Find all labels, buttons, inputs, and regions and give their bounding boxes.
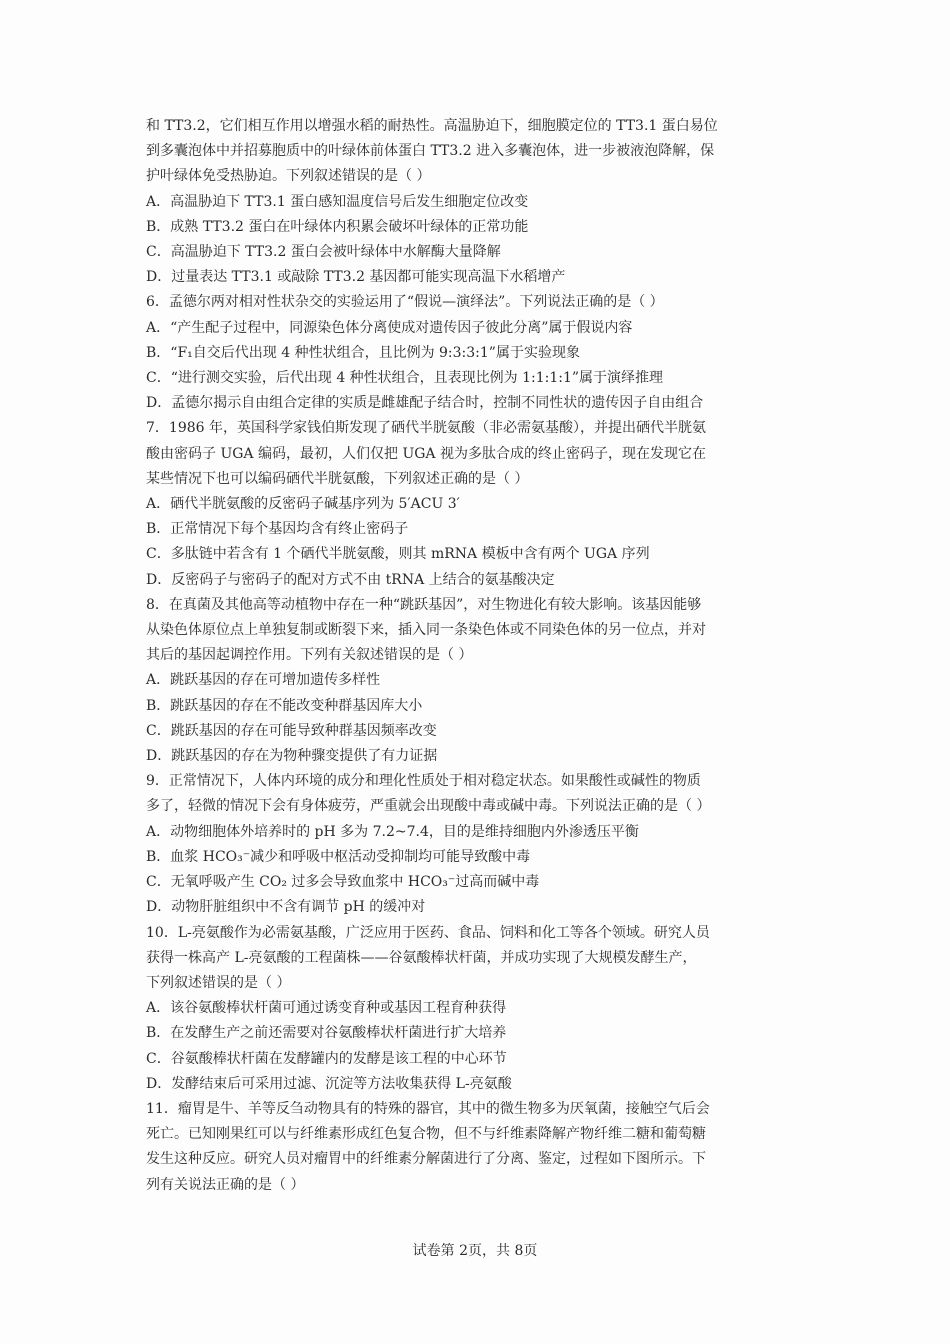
text-line: 其后的基因起调控作用。下列有关叙述错误的是（ ）	[146, 647, 473, 664]
text-line: C．谷氨酸棒状杆菌在发酵罐内的发酵是该工程的中心环节	[146, 1050, 507, 1067]
text-line: 8．在真菌及其他高等动植物中存在一种“跳跃基因”，对生物进化有较大影响。该基因能够	[146, 596, 702, 613]
text-line: 11．瘤胃是牛、羊等反刍动物具有的特殊的器官，其中的微生物多为厌氧菌，接触空气后会	[146, 1100, 710, 1117]
text-line: 多了，轻微的情况下会有身体疲劳，严重就会出现酸中毒或碱中毒。下列说法正确的是（ ）	[146, 798, 711, 815]
text-line: 死亡。已知刚果红可以与纤维素形成红色复合物，但不与纤维素降解产物纤维二糖和葡萄糖	[146, 1126, 706, 1143]
text-line: A．跳跃基因的存在可增加遗传多样性	[146, 672, 381, 689]
text-line: A．高温胁迫下 TT3.1 蛋白感知温度信号后发生细胞定位改变	[146, 193, 529, 210]
text-line: C．无氧呼吸产生 CO₂ 过多会导致血浆中 HCO₃⁻过高而碱中毒	[146, 874, 540, 891]
text-line: 从染色体原位点上单独复制或断裂下来，插入同一条染色体或不同染色体的另一位点，并对	[146, 622, 706, 639]
text-line: 获得一株高产 L-亮氨酸的工程菌株——谷氨酸棒状杆菌，并成功实现了大规模发酵生产，	[146, 949, 697, 966]
text-line: C．高温胁迫下 TT3.2 蛋白会被叶绿体中水解酶大量降解	[146, 244, 501, 261]
text-line: D．反密码子与密码子的配对方式不由 tRNA 上结合的氨基酸决定	[146, 571, 555, 588]
text-line: D．跳跃基因的存在为物种骤变提供了有力证据	[146, 748, 438, 765]
text-line: A．硒代半胱氨酸的反密码子碱基序列为 5′ACU 3′	[146, 496, 460, 513]
text-line: A．该谷氨酸棒状杆菌可通过诱变育种或基因工程育种获得	[146, 1000, 507, 1017]
text-line: B．正常情况下每个基因均含有终止密码子	[146, 521, 409, 538]
text-line: 酸由密码子 UGA 编码，最初，人们仅把 UGA 视为多肽合成的终止密码子，现在发现它在	[146, 445, 706, 462]
text-line: B．跳跃基因的存在不能改变种群基因库大小	[146, 697, 423, 714]
text-line: 6．孟德尔两对相对性状杂交的实验运用了“假说—演绎法”。下列说法正确的是（ ）	[146, 294, 664, 311]
text-line: 7．1986 年，英国科学家钱伯斯发现了硒代半胱氨酸（非必需氨基酸），并提出硒代半胱氨	[146, 420, 706, 437]
text-line: B．在发酵生产之前还需要对谷氨酸棒状杆菌进行扩大培养	[146, 1025, 507, 1042]
text-line: B．血浆 HCO₃⁻减少和呼吸中枢活动受抑制均可能导致酸中毒	[146, 848, 531, 865]
text-line: D．动物肝脏组织中不含有调节 pH 的缓冲对	[146, 899, 426, 916]
page-footer: 试卷第 2页，共 8页	[412, 1243, 538, 1259]
text-line: 到多囊泡体中并招募胞质中的叶绿体前体蛋白 TT3.2 进入多囊泡体，进一步被液泡降解，保	[146, 143, 715, 160]
question-text	[146, 114, 814, 1198]
text-line: D．孟德尔揭示自由组合定律的实质是雌雄配子结合时，控制不同性状的遗传因子自由组合	[146, 395, 704, 412]
text-line: 下列叙述错误的是（ ）	[146, 974, 291, 991]
text-line: C．“进行测交实验，后代出现 4 种性状组合，且表现比例为 1:1:1:1”属于演绎推理	[146, 370, 664, 387]
text-line: B．成熟 TT3.2 蛋白在叶绿体内积累会破坏叶绿体的正常功能	[146, 218, 529, 235]
text-line: B．“F₁自交后代出现 4 种性状组合，且比例为 9:3:3:1”属于实验现象	[146, 344, 580, 361]
text-line: 9．正常情况下，人体内环境的成分和理化性质处于相对稳定状态。如果酸性或碱性的物质	[146, 773, 701, 790]
text-line: 护叶绿体免受热胁迫。下列叙述错误的是（ ）	[146, 168, 431, 185]
text-line: C．跳跃基因的存在可能导致种群基因频率改变	[146, 722, 437, 739]
text-line: 和 TT3.2，它们相互作用以增强水稻的耐热性。高温胁迫下，细胞膜定位的 TT3.1 蛋白易位	[146, 118, 718, 134]
text-line: A．“产生配子过程中，同源染色体分离使成对遗传因子彼此分离”属于假说内容	[146, 319, 633, 336]
text-line: C．多肽链中若含有 1 个硒代半胱氨酸，则其 mRNA 模板中含有两个 UGA 序列	[146, 546, 650, 563]
text-line: 某些情况下也可以编码硒代半胱氨酸，下列叙述正确的是（ ）	[146, 470, 529, 487]
text-line: 列有关说法正确的是（ ）	[146, 1176, 305, 1193]
text-line: D．过量表达 TT3.1 或敲除 TT3.2 基因都可能实现高温下水稻增产	[146, 269, 566, 286]
text-line: D．发酵结束后可采用过滤、沉淀等方法收集获得 L-亮氨酸	[146, 1075, 512, 1092]
text-line: A．动物细胞体外培养时的 pH 多为 7.2~7.4，目的是维持细胞内外渗透压平衡	[146, 823, 639, 840]
text-line: 发生这种反应。研究人员对瘤胃中的纤维素分解菌进行了分离、鉴定，过程如下图所示。下	[146, 1151, 706, 1168]
text-line: 10．L-亮氨酸作为必需氨基酸，广泛应用于医药、食品、饲料和化工等各个领域。研究人员	[146, 924, 710, 941]
